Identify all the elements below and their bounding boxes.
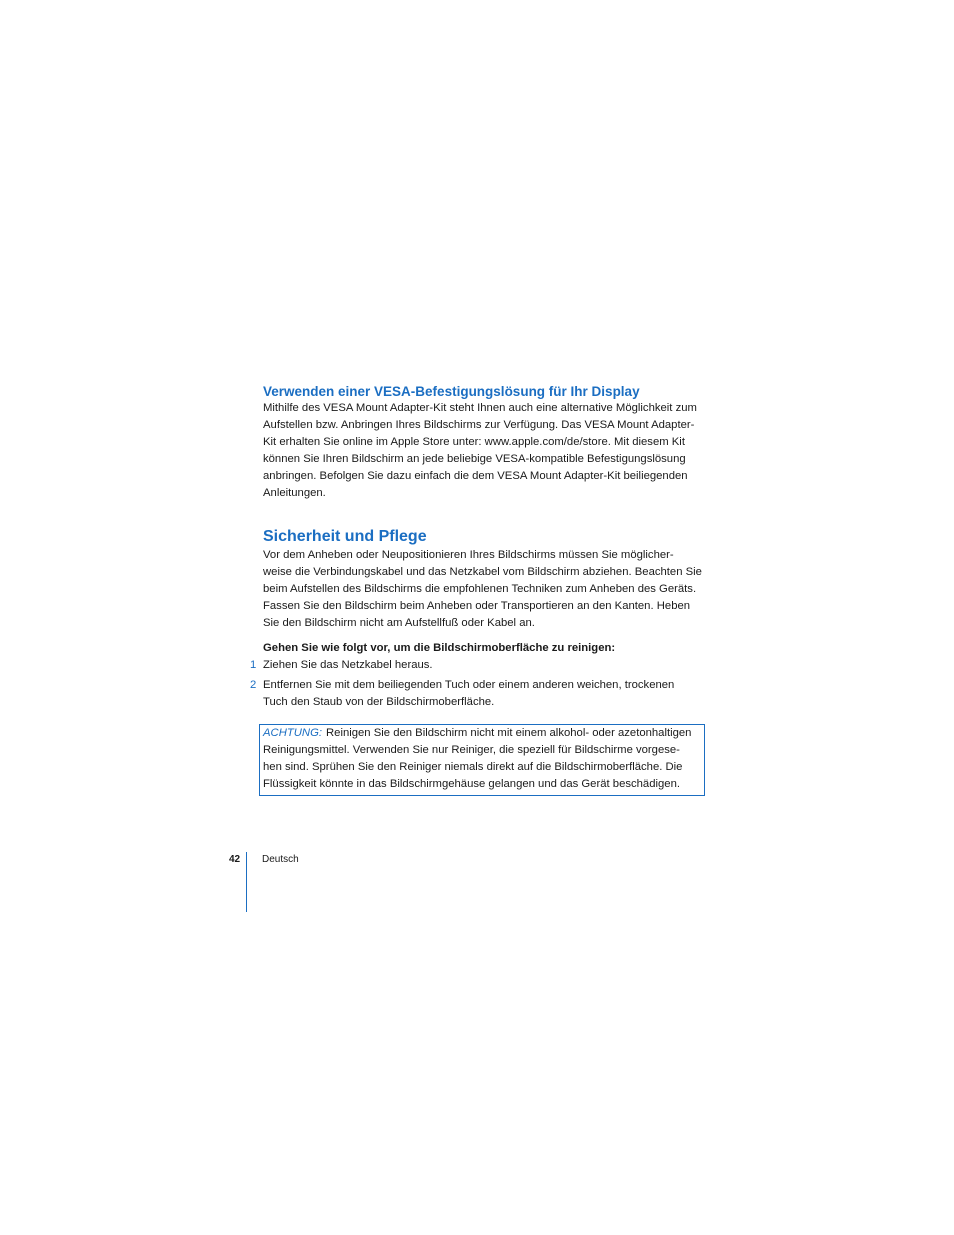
safety-line: Sie den Bildschirm nicht am Aufstellfuß oder Kabel an.: [263, 617, 535, 630]
safety-section: [263, 527, 713, 632]
safety-heading: Sicherheit und Pflege: [263, 528, 427, 545]
step-number: 2: [250, 679, 257, 691]
safety-line: Fassen Sie den Bildschirm beim Anheben oder Transportieren an den Kanten. Heben: [263, 600, 691, 613]
vesa-line: Mithilfe des VESA Mount Adapter-Kit steht Ihnen auch eine alternative Möglichkeit zum: [263, 402, 697, 414]
step-item: [263, 657, 713, 674]
vesa-line: können Sie Ihren Bildschirm an jede beliebige VESA-kompatible Befestigungslösung: [263, 453, 686, 466]
vesa-line: anbringen. Befolgen Sie dazu einfach die dem VESA Mount Adapter-Kit beiliegenden: [263, 470, 688, 483]
vesa-line: Aufstellen bzw. Anbringen Ihres Bildschirms zur Verfügung. Das VESA Mount Adapter-: [263, 419, 695, 432]
footer-divider: [246, 852, 247, 912]
step-number: 1: [250, 659, 257, 671]
vesa-paragraph: [263, 400, 713, 503]
warning-label: ACHTUNG:: [263, 727, 322, 739]
page-number: 42: [229, 854, 241, 865]
step-text: Ziehen Sie das Netzkabel heraus.: [263, 659, 433, 671]
warning-line: Reinigungsmittel. Verwenden Sie nur Reiniger, die speziell für Bildschirme vorgese-: [263, 744, 680, 757]
warning-line: Reinigen Sie den Bildschirm nicht mit einem alkohol- oder azetonhaltigen: [326, 727, 692, 739]
warning-line: Flüssigkeit könnte in das Bildschirmgehäuse gelangen und das Gerät beschädigen.: [263, 778, 680, 791]
vesa-line: Kit erhalten Sie online im Apple Store unter: www.apple.com/de/store. Mit diesem Kit: [263, 436, 685, 449]
warning-text: [263, 725, 691, 793]
vesa-heading: Verwenden einer VESA-Befestigungslösung für Ihr Display: [263, 384, 640, 399]
step-text: Tuch den Staub von der Bildschirmoberfläche.: [263, 696, 495, 709]
steps-intro: Gehen Sie wie folgt vor, um die Bildschirmoberfläche zu reinigen:: [263, 642, 616, 654]
safety-line: Vor dem Anheben oder Neupositionieren Ihres Bildschirms müssen Sie möglicher-: [263, 549, 674, 561]
safety-paragraph: [263, 547, 713, 632]
vesa-line: Anleitungen.: [263, 487, 326, 500]
footer-language: Deutsch: [262, 854, 299, 865]
warning-line: hen sind. Sprühen Sie den Reiniger niemals direkt auf die Bildschirmoberfläche. Die: [263, 761, 683, 774]
step-item: [263, 677, 713, 711]
safety-line: weise die Verbindungskabel und das Netzkabel vom Bildschirm abziehen. Beachten Sie: [263, 566, 702, 579]
vesa-section: [263, 383, 713, 503]
safety-line: beim Aufstellen des Bildschirms die empfohlenen Techniken zum Anheben des Geräts.: [263, 583, 697, 596]
step-text: Entfernen Sie mit dem beiliegenden Tuch oder einem anderen weichen, trockenen: [263, 679, 675, 691]
